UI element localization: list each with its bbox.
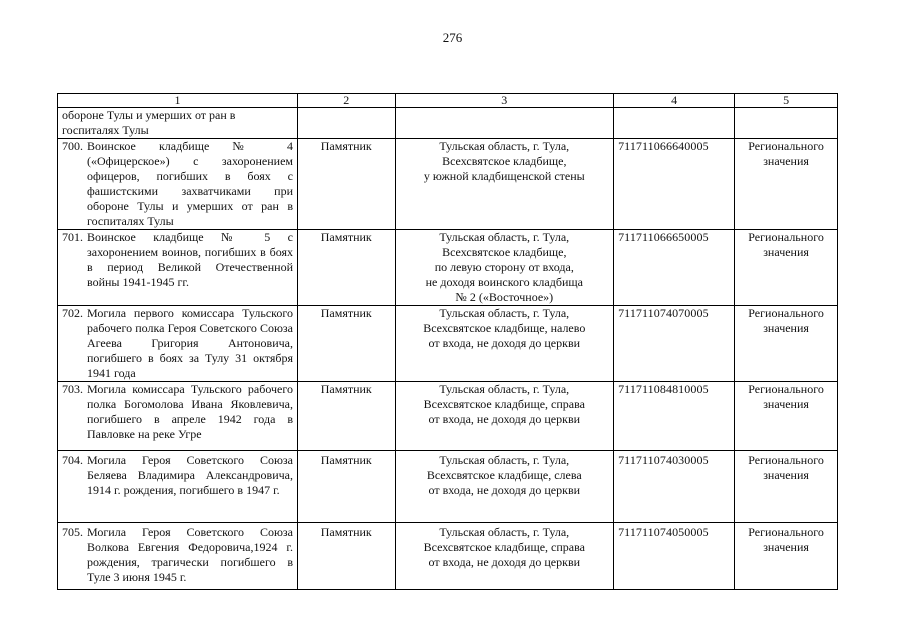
significance-category: Регионального значения — [735, 306, 838, 382]
registry-code: 711711074030005 — [614, 451, 735, 523]
object-name: Могила Героя Советского Союза Волкова Евгения Федоровича,1924 г. рождения, трагически погибшего в Туле 3 июня 1945 г. — [87, 525, 293, 584]
column-header-5: 5 — [735, 94, 838, 108]
registry-code: 711711066650005 — [614, 230, 735, 306]
significance-category: Регионального значения — [735, 451, 838, 523]
row-number: 705. — [62, 525, 83, 539]
object-type: Памятник — [298, 451, 396, 523]
column-header-4: 4 — [614, 94, 735, 108]
object-address: Тульская область, г. Тула, Всехсвятское кладбище, налево от входа, не доходя до церкви — [395, 306, 614, 382]
object-name-cell — [58, 382, 298, 451]
page-number: 276 — [442, 30, 463, 45]
table-row — [58, 306, 838, 382]
object-name: Могила Героя Советского Союза Беляева Владимира Александровича, 1914 г. рождения, погибшего в 1947 г. — [87, 453, 293, 497]
object-type: Памятник — [298, 306, 396, 382]
significance-category: Регионального значения — [735, 382, 838, 451]
significance-category: Регионального значения — [735, 523, 838, 590]
object-type: Памятник — [298, 230, 396, 306]
object-address: Тульская область, г. Тула, Всехсвятское кладбище, у южной кладбищенской стены — [395, 139, 614, 230]
object-name-cell — [58, 523, 298, 590]
row-number: 701. — [62, 230, 83, 244]
object-type: Памятник — [298, 523, 396, 590]
object-name-cell — [58, 451, 298, 523]
column-header-3: 3 — [395, 94, 614, 108]
object-address: Тульская область, г. Тула, Всехсвятское кладбище, слева от входа, не доходя до церкви — [395, 451, 614, 523]
object-name: Воинское кладбище № 5 с захоронением воинов, погибших в боях в период Великой Отечественной войны 1941-1945 гг. — [87, 230, 293, 289]
registry-code: 711711074070005 — [614, 306, 735, 382]
registry-code: 711711074050005 — [614, 523, 735, 590]
table-row — [58, 451, 838, 523]
row-number: 704. — [62, 453, 83, 467]
heritage-registry-table — [57, 93, 838, 590]
column-number-header-row — [58, 94, 838, 108]
column-header-2: 2 — [298, 94, 396, 108]
column-header-1: 1 — [58, 94, 298, 108]
object-type: Памятник — [298, 139, 396, 230]
table-row — [58, 139, 838, 230]
object-address: Тульская область, г. Тула, Всехсвятское кладбище, по левую сторону от входа, не доходя воинского кладбища № 2 («Восточное») — [395, 230, 614, 306]
continuation-row — [58, 108, 838, 139]
object-address: Тульская область, г. Тула, Всехсвятское кладбище, справа от входа, не доходя до церкви — [395, 382, 614, 451]
object-name-cell — [58, 230, 298, 306]
row-number: 703. — [62, 382, 83, 396]
object-name: Могила первого комиссара Тульского рабочего полка Героя Советского Союза Агеева Григория Антоновича, погибшего в боях за Тулу 31 октября 1941 года — [87, 306, 293, 380]
registry-code: 711711066640005 — [614, 139, 735, 230]
object-name: Воинское кладбище № 4 («Офицерское») с захоронением офицеров, погибших в боях с фашистскими захватчиками при обороне Тулы и умерших от ран в госпиталях Тулы — [87, 139, 293, 228]
object-name: Могила комиссара Тульского рабочего полка Богомолова Ивана Яковлевича, погибшего в апреле 1942 года в Павловке на реке Угре — [87, 382, 293, 441]
continuation-text: обороне Тулы и умерших от ран в госпиталях Тулы — [58, 108, 298, 139]
object-name-cell — [58, 306, 298, 382]
significance-category: Регионального значения — [735, 139, 838, 230]
table-row — [58, 523, 838, 590]
registry-code: 711711084810005 — [614, 382, 735, 451]
object-type: Памятник — [298, 382, 396, 451]
object-address: Тульская область, г. Тула, Всехсвятское кладбище, справа от входа, не доходя до церкви — [395, 523, 614, 590]
table-row — [58, 382, 838, 451]
table-row — [58, 230, 838, 306]
row-number: 702. — [62, 306, 83, 320]
significance-category: Регионального значения — [735, 230, 838, 306]
object-name-cell — [58, 139, 298, 230]
row-number: 700. — [62, 139, 83, 153]
